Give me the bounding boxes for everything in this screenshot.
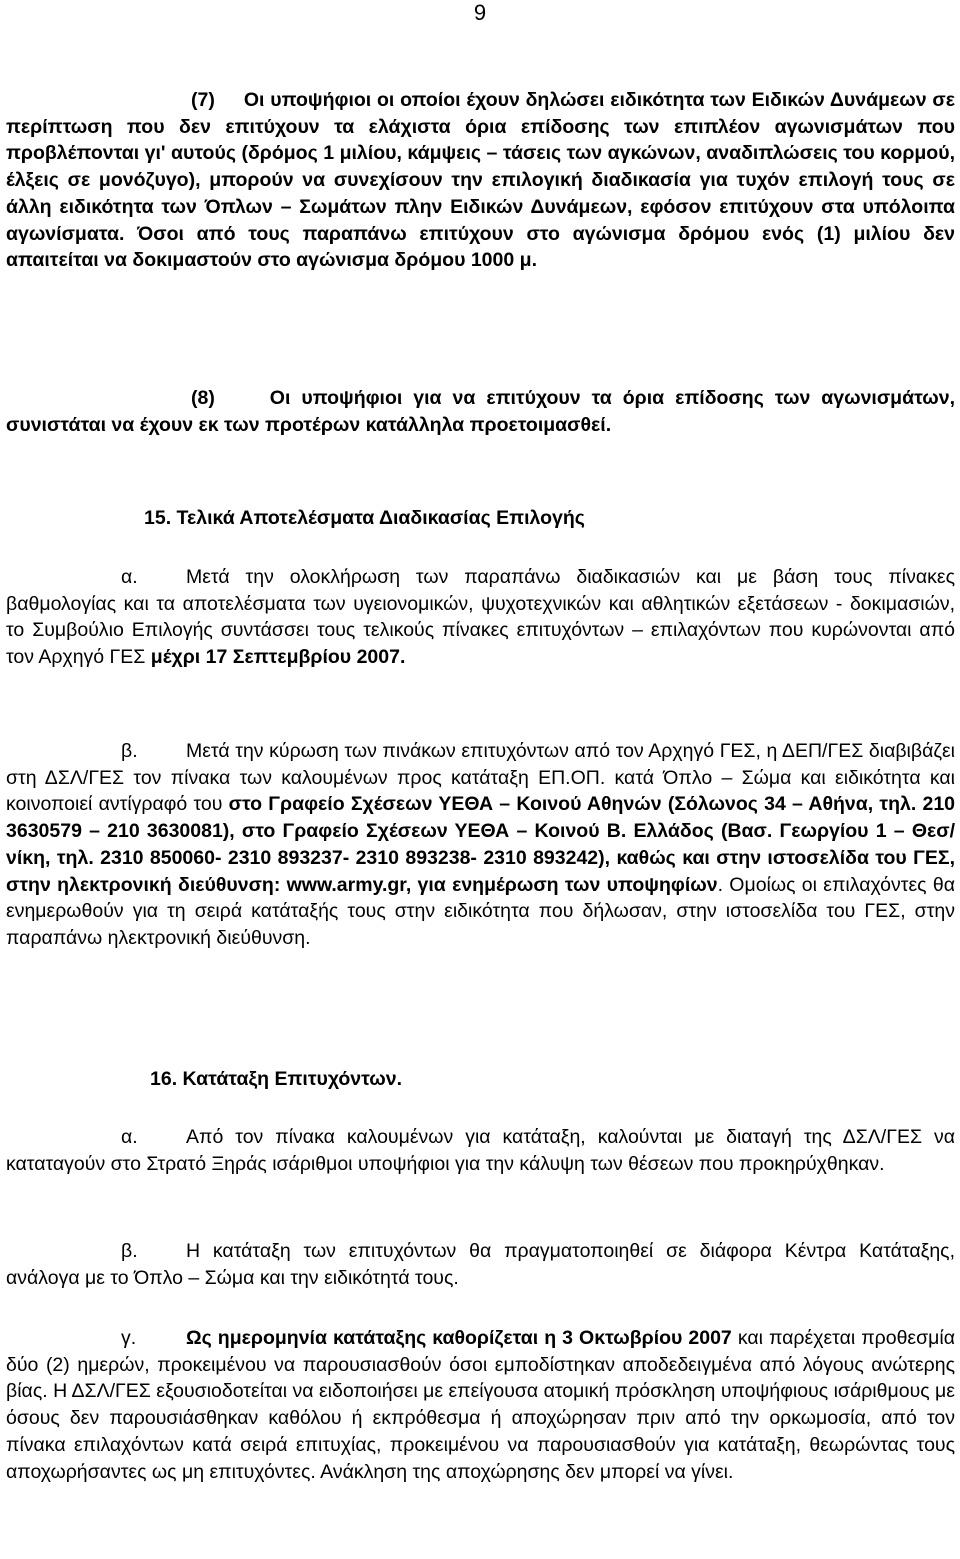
section-16-c	[6, 1325, 955, 1485]
section-16-b-text: Η κατάταξη των επιτυχόντων θα πραγματοποιηθεί σε διάφορα Κέντρα Κατάταξης, ανάλογα με το Όπλο – Σώμα και την ειδικότητά τους.	[6, 1240, 955, 1289]
section-15-a-mark: α.	[121, 566, 138, 588]
section-16-a	[6, 1124, 955, 1177]
section-15-b-text2: . Ομοίως οι επιλαχόντες θα ενημερωθούν για τη σειρά κατάταξής τους στην ειδικότητα που δήλωσαν, στην ιστοσελίδα του ΓΕΣ, στην παραπάνω ηλεκτρονική διεύθυνση.	[6, 873, 955, 949]
section-15-b	[6, 738, 955, 952]
paragraph-8-lead: (8)	[191, 387, 215, 409]
section-15-a-deadline: μέχρι 17 Σεπτεμβρίου 2007.	[150, 646, 406, 669]
section-15-heading	[144, 505, 955, 532]
section-16-b-mark: β.	[121, 1240, 138, 1262]
paragraph-8	[6, 385, 955, 438]
paragraph-7	[6, 87, 955, 274]
page-number: 9	[473, 0, 487, 25]
section-16-number: 16.	[150, 1068, 178, 1090]
section-15-b-mark: β.	[121, 740, 138, 762]
section-16-b	[6, 1238, 955, 1291]
section-16-a-text: Από τον πίνακα καλουμένων για κατάταξη, καλούνται με διαταγή της ΔΣΛ/ΓΕΣ να καταταγούν στο Στρατό Ξηράς ισάριθμοι υποψήφιοι για την κάλυψη των θέσεων που προκηρύχθηκαν.	[6, 1126, 955, 1175]
section-16-a-mark: α.	[121, 1126, 138, 1148]
section-16-heading	[150, 1066, 955, 1093]
paragraph-7-part2: Όσοι από τους παραπάνω επιτύχουν στο αγώνισμα δρόμου ενός (1) μιλίου δεν απαιτείται να δοκιμαστούν στο αγώνισμα δρόμου 1000 μ.	[6, 222, 955, 272]
section-16-title: Κατάταξη Επιτυχόντων.	[182, 1068, 403, 1090]
section-15-b-text1: Μετά την κύρωση των πινάκων επιτυχόντων από τον Αρχηγό ΓΕΣ, η ΔΕΠ/ΓΕΣ διαβιβάζει στη ΔΣΛ/ΓΕΣ τον πίνακα των καλουμένων προς κατάταξη ΕΠ.ΟΠ. κατά Όπλο – Σώμα και ειδικότητα και κοινοποιεί αντίγραφό του	[6, 740, 955, 816]
section-16-c-bold: Ως ημερομηνία κατάταξης καθορίζεται η 3 Οκτωβρίου 2007	[186, 1327, 732, 1349]
section-15-a	[6, 564, 955, 671]
section-15-b-bold: στο Γραφείο Σχέσεων ΥΕΘΑ – Κοινού Αθηνών (Σόλωνος 34 – Αθήνα, τηλ. 210 3630579 – 210 3630081), στο Γραφείο Σχέσεων ΥΕΘΑ – Κοινού Β. Ελλάδος (Βασ. Γεωργίου 1 – Θεσ/νίκη, τηλ. 2310 850060- 2310 893237- 2310 893238- 2310 893242), καθώς και στην ιστοσελίδα του ΓΕΣ, στην ηλεκτρονική διεύθυνση: www.army.gr, για ενημέρωση των υποψηφίων	[6, 793, 956, 896]
section-16-c-text: και παρέχεται προθεσμία δύο (2) ημερών, προκειμένου να παρουσιασθούν όσοι εμποδίστηκαν αποδεδειγμένα από λόγους ανώτερης βίας. Η ΔΣΛ/ΓΕΣ εξουσιοδοτείται να ειδοποιήσει με επείγουσα ατομική πρόσκληση υποψήφιους ισάριθμους με όσους δεν παρουσιάσθηκαν καθόλου ή εκπρόθεσμα ή αποχώρησαν πριν από την ορκωμοσία, από τον πίνακα επιλαχόντων κατά σειρά επιτυχίας, προκειμένου να παρουσιασθούν για κατάταξη, θεωρώντας τους αποχωρήσαντες ως μη επιτυχόντες. Ανάκληση της αποχώρησης δεν μπορεί να γίνει.	[6, 1327, 956, 1483]
paragraph-7-lead: (7)	[191, 89, 215, 111]
section-16-c-mark: γ.	[121, 1327, 137, 1349]
paragraph-7-part1: Οι υποψήφιοι οι οποίοι έχουν δηλώσει ειδικότητα των Ειδικών Δυνάμεων σε περίπτωση που δεν επιτύχουν τα ελάχιστα όρια επίδοσης των επιπλέον αγωνισμάτων που προβλέπονται γι' αυτούς (δρόμος 1 μιλίου, κάμψεις – τάσεις των αγκώνων, αναδιπλώσεις του κορμού, έλξεις σε μονόζυγο), μπορούν να συνεχίσουν την επιλογική διαδικασία για τυχόν επιλογή τους σε άλλη ειδικότητα των Όπλων – Σωμάτων πλην Ειδικών Δυνάμεων, εφόσον επιτύχουν στα υπόλοιπα αγωνίσματα.	[6, 89, 955, 245]
paragraph-8-text: Οι υποψήφιοι για να επιτύχουν τα όρια επίδοσης των αγωνισμάτων, συνιστάται να έχουν εκ των προτέρων κατάλληλα προετοιμασθεί.	[6, 387, 955, 436]
section-15-number: 15.	[144, 507, 172, 529]
section-15-a-text: Μετά την ολοκλήρωση των παραπάνω διαδικασιών και με βάση τους πίνακες βαθμολογίας και τα αποτελέσματα των υγειονομικών, ψυχοτεχνικών και αθλητικών εξετάσεων - δοκιμασιών, το Συμβούλιο Επιλογής συντάσσει τους τελικούς πίνακες επιτυχόντων – επιλαχόντων που κυρώνονται από τον Αρχηγό ΓΕΣ	[6, 566, 955, 669]
section-15-title: Τελικά Αποτελέσματα Διαδικασίας Επιλογής	[176, 507, 585, 529]
